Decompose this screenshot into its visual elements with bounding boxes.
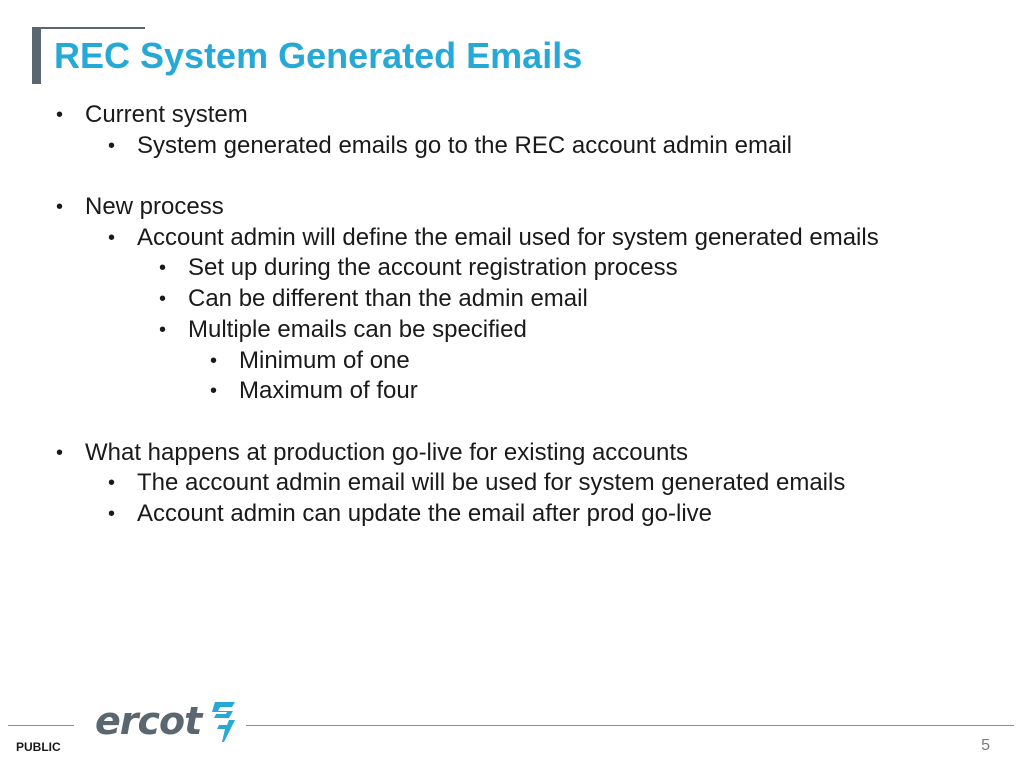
bullet-marker: • <box>210 380 218 403</box>
bullet-text: Can be different than the admin email <box>188 285 588 313</box>
bullet-text: What happens at production go-live for existing accounts <box>85 438 689 466</box>
bullet-marker: • <box>159 257 167 280</box>
title-accent-bar <box>32 27 41 84</box>
bullet-minimum <box>0 346 1000 377</box>
bullet-marker: • <box>108 134 116 157</box>
bullet-marker: • <box>159 288 167 311</box>
bullet-marker: • <box>56 104 64 126</box>
bullet-text: Account admin can update the email after prod go-live <box>137 499 713 527</box>
bullet-marker: • <box>56 196 64 219</box>
bullet-multiple-emails <box>0 315 1000 346</box>
bullet-new-process-detail <box>0 223 1000 254</box>
page-number: 5 <box>981 737 990 754</box>
slide-title: REC System Generated Emails <box>54 35 583 76</box>
ercot-logo <box>95 698 239 744</box>
bullet-text: Minimum of one <box>239 346 410 374</box>
bullet-different-admin <box>0 284 1000 315</box>
bullet-marker: • <box>210 349 218 372</box>
bullet-text: Account admin will define the email used for system generated emails <box>137 223 879 251</box>
bullet-marker: • <box>56 441 64 464</box>
bullet-setup-registration <box>0 253 1000 284</box>
bullet-text: New process <box>85 193 224 221</box>
bullet-spacer <box>0 161 1000 192</box>
bullet-marker: • <box>108 472 116 495</box>
bullet-marker: • <box>159 318 167 341</box>
bullet-golive-admin-used <box>0 468 1000 499</box>
bullet-text: The account admin email will be used for system generated emails <box>137 469 846 497</box>
bullet-text: Multiple emails can be specified <box>188 315 527 343</box>
bullet-spacer <box>0 407 1000 438</box>
footer-divider-left <box>8 725 74 726</box>
ercot-bolt-icon <box>205 698 239 744</box>
bullet-new-process <box>0 192 1000 223</box>
bullet-list <box>0 100 1000 530</box>
footer-divider-right <box>246 725 1014 726</box>
bullet-maximum <box>0 376 1000 407</box>
bullet-text: Maximum of four <box>239 377 418 405</box>
bullet-golive <box>0 438 1000 469</box>
bullet-golive-update <box>0 499 1000 530</box>
bullet-current-detail <box>0 131 1000 162</box>
bullet-marker: • <box>108 502 116 525</box>
bullet-text: Set up during the account registration process <box>188 254 678 282</box>
logo-wordmark: ercot <box>95 699 202 743</box>
bullet-current-system <box>0 100 1000 131</box>
title-accent-line <box>41 27 145 29</box>
classification-label: PUBLIC <box>16 740 61 754</box>
bullet-text: Current system <box>85 101 248 128</box>
bullet-marker: • <box>108 226 116 249</box>
bullet-text: System generated emails go to the REC account admin email <box>137 131 792 159</box>
